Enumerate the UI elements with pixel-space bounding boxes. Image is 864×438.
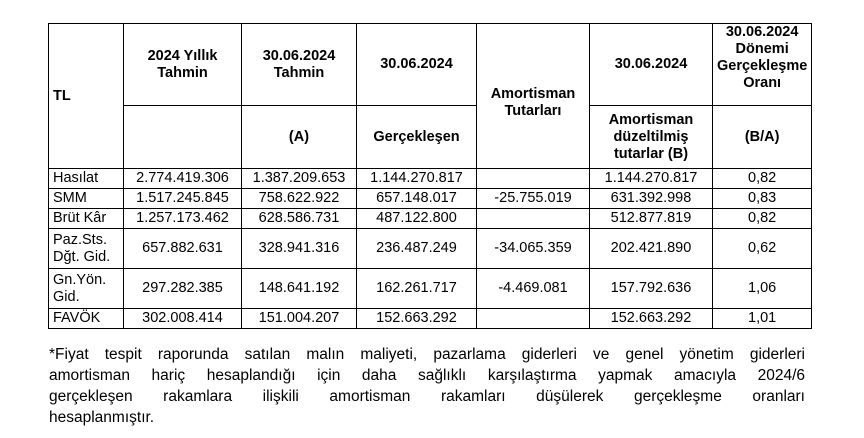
cell-estimate: 758.622.922 [242, 189, 357, 209]
cell-annual: 1.517.245.845 [124, 189, 242, 209]
footnote-line: amortisman hariç hesaplandığı için daha sağlıklı karşılaştırma yapmak amacıyla 2024/6 [49, 367, 805, 384]
cell-ratio: 1,01 [713, 309, 812, 329]
table-row [49, 229, 812, 269]
footnote-line: gerçekleşen rakamlara ilişkili amortisman rakamları düşülerek gerçekleşme oranları [49, 388, 805, 405]
table-row [49, 309, 812, 329]
cell-adjusted: 202.421.890 [590, 229, 713, 269]
cell-adjusted: 152.663.292 [590, 309, 713, 329]
header-annual-estimate: 2024 Yıllık Tahmin [124, 24, 242, 106]
row-label: FAVÖK [49, 309, 124, 329]
cell-actual: 657.148.017 [357, 189, 477, 209]
cell-actual: 236.487.249 [357, 229, 477, 269]
cell-ratio: 0,83 [713, 189, 812, 209]
cell-ratio: 1,06 [713, 269, 812, 309]
header-actual-sub: Gerçekleşen [357, 106, 477, 169]
cell-ratio: 0,62 [713, 229, 812, 269]
row-label: SMM [49, 189, 124, 209]
header-actual: 30.06.2024 [357, 24, 477, 106]
table-row [49, 189, 812, 209]
cell-annual: 297.282.385 [124, 269, 242, 309]
footnote-line: *Fiyat tespit raporunda satılan malın maliyeti, pazarlama giderleri ve genel yönetim giderleri [49, 346, 805, 363]
cell-amortization [477, 309, 590, 329]
cell-annual: 302.008.414 [124, 309, 242, 329]
cell-annual: 1.257.173.462 [124, 209, 242, 229]
cell-amortization: -4.469.081 [477, 269, 590, 309]
cell-ratio: 0,82 [713, 209, 812, 229]
row-label: Paz.Sts. Dğt. Gid. [49, 229, 124, 269]
cell-annual: 657.882.631 [124, 229, 242, 269]
cell-adjusted: 1.144.270.817 [590, 169, 713, 189]
cell-estimate: 148.641.192 [242, 269, 357, 309]
cell-estimate: 151.004.207 [242, 309, 357, 329]
header-annual-blank [124, 106, 242, 169]
header-estimate: 30.06.2024 Tahmin [242, 24, 357, 106]
row-label: Gn.Yön. Gid. [49, 269, 124, 309]
table-row [49, 209, 812, 229]
cell-ratio: 0,82 [713, 169, 812, 189]
header-estimate-sub: (A) [242, 106, 357, 169]
header-adjusted: 30.06.2024 [590, 24, 713, 106]
header-ratio-sub: (B/A) [713, 106, 812, 169]
cell-actual: 162.261.717 [357, 269, 477, 309]
header-ratio: 30.06.2024 Dönemi Gerçekleşme Oranı [713, 24, 812, 106]
cell-amortization [477, 169, 590, 189]
cell-actual: 152.663.292 [357, 309, 477, 329]
table-row [49, 169, 812, 189]
cell-estimate: 628.586.731 [242, 209, 357, 229]
cell-amortization: -34.065.359 [477, 229, 590, 269]
cell-estimate: 328.941.316 [242, 229, 357, 269]
header-amortization: Amortisman Tutarları [477, 24, 590, 169]
cell-estimate: 1.387.209.653 [242, 169, 357, 189]
row-label: Brüt Kâr [49, 209, 124, 229]
cell-amortization: -25.755.019 [477, 189, 590, 209]
footnote-line: hesaplanmıştır. [49, 409, 155, 426]
financial-table [48, 23, 812, 329]
cell-actual: 487.122.800 [357, 209, 477, 229]
row-label: Hasılat [49, 169, 124, 189]
cell-annual: 2.774.419.306 [124, 169, 242, 189]
cell-adjusted: 631.392.998 [590, 189, 713, 209]
cell-adjusted: 512.877.819 [590, 209, 713, 229]
cell-adjusted: 157.792.636 [590, 269, 713, 309]
table-row [49, 269, 812, 309]
footnote [49, 344, 805, 428]
corner-header: TL [49, 24, 124, 169]
cell-actual: 1.144.270.817 [357, 169, 477, 189]
header-adjusted-sub: Amortisman düzeltilmiş tutarlar (B) [590, 106, 713, 169]
cell-amortization [477, 209, 590, 229]
